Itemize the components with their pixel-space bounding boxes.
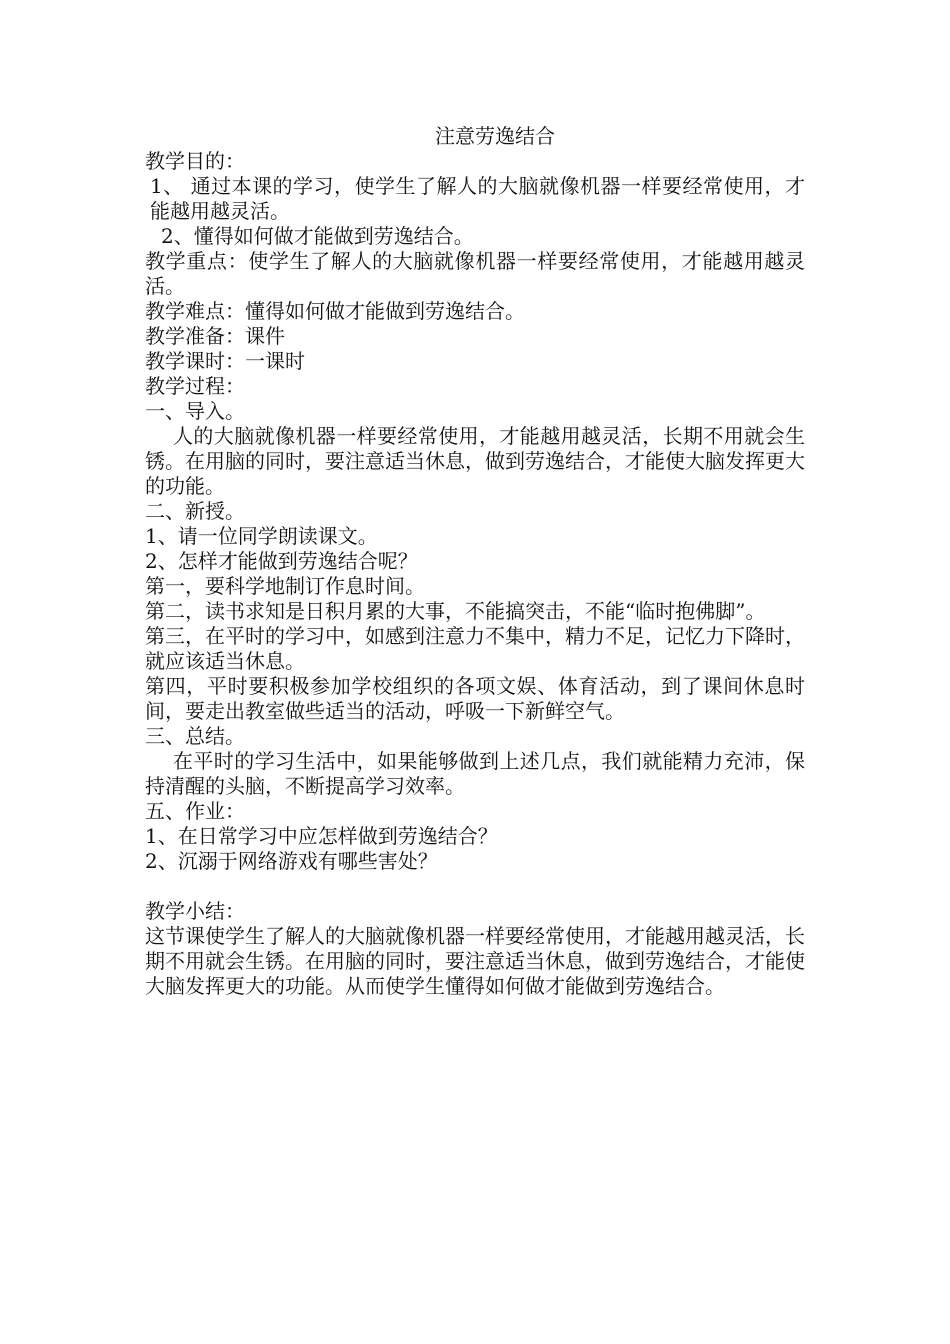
preparation: 教学准备：课件 [145,324,285,348]
point-4: 第四，平时要积极参加学校组织的各项文娱、体育活动，到了课间休息时间，要走出教室做些适当的活动，呼吸一下新鲜空气。 [145,674,805,723]
blank-line [145,874,805,899]
step-2: 2、怎样才能做到劳逸结合呢？ [145,549,418,573]
point-2: 第二，读书求知是日积月累的大事，不能搞突击，不能“临时抱佛脚”。 [145,599,766,623]
summary-text: 这节课使学生了解人的大脑就像机器一样要经常使用，才能越用越灵活，长期不用就会生锈。在用脑的同时，要注意适当休息，做到劳逸结合，才能使大脑发挥更大的功能。从而使学生懂得如何做才能做到劳逸结合。 [145,924,805,998]
document-body [145,124,805,999]
key-point: 教学重点：使学生了解人的大脑就像机器一样要经常使用，才能越用越灵活。 [145,249,805,298]
objectives-heading: 教学目的： [145,149,245,173]
step-1: 1、请一位同学朗读课文。 [145,524,378,548]
section-3-heading: 三、总结。 [145,724,245,748]
homework-1: 1、在日常学习中应怎样做到劳逸结合？ [145,824,498,848]
difficulty: 教学难点：懂得如何做才能做到劳逸结合。 [145,299,525,323]
point-3: 第三，在平时的学习中，如感到注意力不集中，精力不足，记忆力下降时，就应该适当休息。 [145,624,805,673]
document-title: 注意劳逸结合 [435,124,555,148]
point-1: 第一，要科学地制订作息时间。 [145,574,425,598]
section-1-text: 人的大脑就像机器一样要经常使用，才能越用越灵活，长期不用就会生锈。在用脑的同时，要注意适当休息，做到劳逸结合，才能使大脑发挥更大的功能。 [145,424,805,498]
duration: 教学课时：一课时 [145,349,305,373]
summary-heading: 教学小结： [145,899,245,923]
homework-2: 2、沉溺于网络游戏有哪些害处？ [145,849,438,873]
objective-1: 1、 通过本课的学习，使学生了解人的大脑就像机器一样要经常使用，才能越用越灵活。 [150,174,805,223]
process-heading: 教学过程： [145,374,245,398]
section-1-heading: 一、导入。 [145,399,245,423]
section-5-heading: 五、作业： [145,799,245,823]
section-3-text: 在平时的学习生活中，如果能够做到上述几点，我们就能精力充沛，保持清醒的头脑，不断提高学习效率。 [145,749,805,798]
section-2-heading: 二、新授。 [145,499,245,523]
objective-2: 2、懂得如何做才能做到劳逸结合。 [161,224,474,248]
